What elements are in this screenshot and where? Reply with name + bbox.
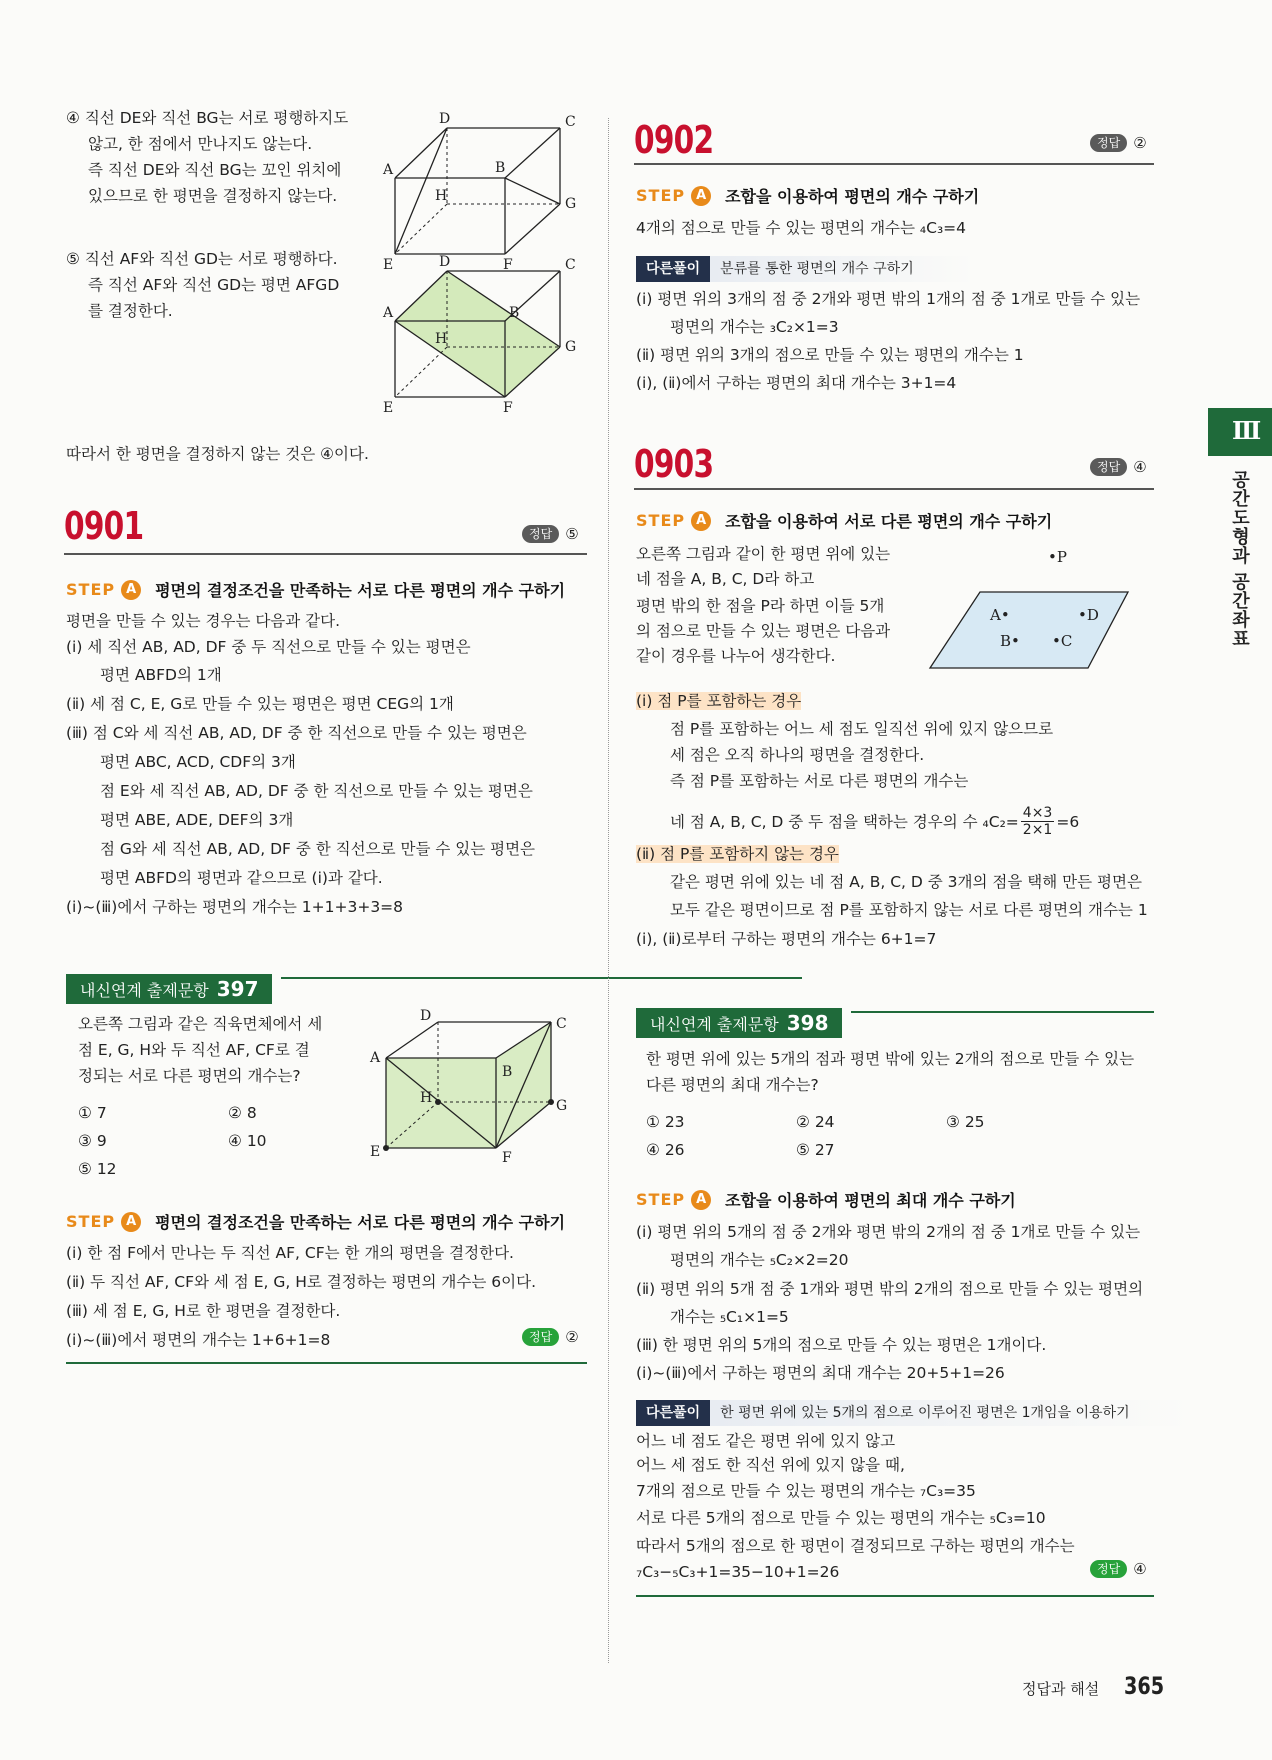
problem-number-0901: 0901 bbox=[64, 504, 144, 548]
section-rule bbox=[634, 163, 1154, 165]
item5-line1: ⑤ 직선 AF와 직선 GD는 서로 평행하다. bbox=[66, 250, 338, 268]
sol-398-line: (ⅰ)~(ⅲ)에서 구하는 평면의 최대 개수는 20+5+1=26 bbox=[636, 1364, 1005, 1382]
label-e: E bbox=[370, 1144, 381, 1160]
label-a: A bbox=[383, 305, 394, 321]
sol-0902-line: 4개의 점으로 만들 수 있는 평면의 개수는 ₄C₃=4 bbox=[636, 219, 967, 237]
label-a: A bbox=[383, 162, 394, 178]
sol-0901-line: 평면 ABFD의 1개 bbox=[100, 666, 222, 684]
case1-line: 점 P를 포함하는 어느 세 점도 일직선 위에 있지 않으므로 bbox=[670, 720, 1054, 738]
label-b: B bbox=[509, 305, 520, 321]
sol-398-line: 평면의 개수는 ₅C₂×2=20 bbox=[670, 1251, 849, 1269]
answer-value: ⑤ bbox=[565, 525, 579, 543]
intro-0903-line: 의 점으로 만들 수 있는 평면은 다음과 bbox=[636, 622, 891, 640]
alt-398-line: 7개의 점으로 만들 수 있는 평면의 개수는 ₇C₃=35 bbox=[636, 1482, 976, 1500]
naesin-end-rule bbox=[636, 1595, 1154, 1597]
sol-398-line: (ⅲ) 한 평면 위의 5개의 점으로 만들 수 있는 평면은 1개이다. bbox=[636, 1336, 1047, 1354]
label-e: E bbox=[383, 257, 394, 273]
label-b: B• bbox=[1000, 632, 1020, 650]
label-h: H bbox=[435, 188, 448, 204]
alt-0902-line: (ⅱ) 평면 위의 3개의 점으로 만들 수 있는 평면의 개수는 1 bbox=[636, 346, 1024, 364]
fraction-denominator: 2×1 bbox=[1022, 822, 1053, 838]
sol-398-line: 개수는 ₅C₁×1=5 bbox=[670, 1308, 789, 1326]
naesin-rule bbox=[851, 1011, 1154, 1013]
footer-label: 정답과 해설 bbox=[1022, 1680, 1100, 1698]
cube-figure-afgd bbox=[375, 255, 575, 415]
alt-398-line: 어느 세 점도 한 직선 위에 있지 않을 때, bbox=[636, 1456, 905, 1474]
label-e: E bbox=[383, 400, 394, 416]
label-d: D bbox=[439, 254, 451, 270]
sol-397-line: (ⅰ)~(ⅲ)에서 평면의 개수는 1+6+1=8 bbox=[66, 1331, 331, 1349]
sol-0901-line: 평면을 만들 수 있는 경우는 다음과 같다. bbox=[66, 612, 341, 630]
label-a: A• bbox=[990, 606, 1010, 624]
chapter-number: Ⅲ bbox=[1232, 416, 1262, 445]
sol-397-line: (ⅲ) 세 점 E, G, H로 한 평면을 결정한다. bbox=[66, 1302, 341, 1320]
section-rule bbox=[634, 488, 1154, 490]
column-divider bbox=[608, 118, 609, 1663]
label-c: •C bbox=[1052, 632, 1073, 650]
choice-5[interactable]: ⑤ 12 bbox=[78, 1160, 117, 1178]
answer-0903: 정답 ④ bbox=[1090, 458, 1147, 476]
label-b: B bbox=[502, 1064, 513, 1080]
sol-0901-line: 평면 ABE, ADE, DEF의 3개 bbox=[100, 811, 294, 829]
label-f: F bbox=[503, 400, 513, 416]
sol-0901-line: (ⅰ) 세 직선 AB, AD, DF 중 두 직선으로 만들 수 있는 평면은 bbox=[66, 638, 471, 656]
sol-397-line: (ⅰ) 한 점 F에서 만나는 두 직선 AF, CF는 한 개의 평면을 결정한다. bbox=[66, 1244, 514, 1262]
label-h: H bbox=[420, 1090, 433, 1106]
naesin-rule bbox=[281, 977, 802, 979]
fraction-numerator: 4×3 bbox=[1022, 805, 1053, 821]
sol-0901-line: (ⅱ) 세 점 C, E, G로 만들 수 있는 평면은 평면 CEG의 1개 bbox=[66, 695, 454, 713]
answer-badge: 정답 bbox=[522, 525, 559, 543]
sol-0901-line: (ⅰ)~(ⅲ)에서 구하는 평면의 개수는 1+1+3+3=8 bbox=[66, 898, 404, 916]
alt-398-line: 어느 네 점도 같은 평면 위에 있지 않고 bbox=[636, 1432, 896, 1450]
step-a-0903: STEP A 조합을 이용하여 서로 다른 평면의 개수 구하기 bbox=[636, 511, 1053, 531]
alt-0902-line: (ⅰ) 평면 위의 3개의 점 중 2개와 평면 밖의 1개의 점 중 1개로 만들 수 있는 bbox=[636, 290, 1141, 308]
intro-0903-line: 네 점을 A, B, C, D라 하고 bbox=[636, 570, 815, 588]
alt-398-line: 따라서 5개의 점으로 한 평면이 결정되므로 구하는 평면의 개수는 bbox=[636, 1537, 1075, 1555]
q397-line: 정되는 서로 다른 평면의 개수는? bbox=[78, 1067, 301, 1085]
label-c: C bbox=[556, 1016, 567, 1032]
answer-0902: 정답 ② bbox=[1090, 134, 1147, 152]
sol-0901-line: 점 E와 세 직선 AB, AD, DF 중 한 직선으로 만들 수 있는 평면은 bbox=[100, 782, 533, 800]
alt-0902-line: (ⅰ), (ⅱ)에서 구하는 평면의 최대 개수는 3+1=4 bbox=[636, 374, 957, 392]
label-h: H bbox=[435, 331, 448, 347]
item4-line2: 않고, 한 점에서 만나지도 않는다. bbox=[88, 135, 313, 153]
label-f: F bbox=[502, 1150, 512, 1166]
naesin-header-397: 내신연계 출제문항 397 bbox=[66, 974, 272, 1004]
choice-3[interactable]: ③ 9 bbox=[78, 1132, 107, 1150]
case2-line: 같은 평면 위에 있는 네 점 A, B, C, D 중 3개의 점을 택해 만든 평면은 bbox=[670, 873, 1142, 891]
item-conclusion: 따라서 한 평면을 결정하지 않는 것은 ④이다. bbox=[66, 445, 369, 463]
case1-formula: 네 점 A, B, C, D 중 두 점을 택하는 경우의 수 ₄C₂= $\frac{4\times 3}{2\times 1}$ =6 bbox=[670, 805, 1080, 838]
label-d: •D bbox=[1078, 606, 1099, 624]
label-g: G bbox=[565, 339, 577, 355]
answer-398: 정답 ④ bbox=[1090, 1560, 1147, 1578]
label-g: G bbox=[565, 196, 577, 212]
case1-line: 즉 점 P를 포함하는 서로 다른 평면의 개수는 bbox=[670, 772, 969, 790]
sol-0901-line: (ⅲ) 점 C와 세 직선 AB, AD, DF 중 한 직선으로 만들 수 있는 평면은 bbox=[66, 724, 527, 742]
section-rule bbox=[64, 553, 587, 555]
item5-line3: 를 결정한다. bbox=[88, 302, 173, 320]
case2-title: (ⅱ) 점 P를 포함하지 않는 경우 bbox=[636, 845, 839, 863]
sol-398-line: (ⅱ) 평면 위의 5개 점 중 1개와 평면 밖의 2개의 점으로 만들 수 있는 평면의 bbox=[636, 1280, 1144, 1298]
item4-line3: 즉 직선 DE와 직선 BG는 꼬인 위치에 bbox=[88, 161, 342, 179]
label-c: C bbox=[565, 114, 576, 130]
label-f: F bbox=[503, 257, 513, 273]
step-a-0901: STEP A 평면의 결정조건을 만족하는 서로 다른 평면의 개수 구하기 bbox=[66, 580, 566, 600]
plane-figure bbox=[920, 540, 1140, 670]
item4-line1: ④ 직선 DE와 직선 BG는 서로 평행하지도 bbox=[66, 109, 349, 127]
sol-0901-line: 평면 ABC, ACD, CDF의 3개 bbox=[100, 753, 296, 771]
alt-398-line: ₇C₃−₅C₃+1=35−10+1=26 bbox=[636, 1563, 840, 1581]
choice-1[interactable]: ① 7 bbox=[78, 1104, 107, 1122]
sol-0901-line: 점 G와 세 직선 AB, AD, DF 중 한 직선으로 만들 수 있는 평면은 bbox=[100, 840, 536, 858]
naesin-header-398: 내신연계 출제문항 398 bbox=[636, 1008, 842, 1038]
chapter-title: 공간도형과 공간좌표 bbox=[1229, 470, 1250, 649]
label-b: B bbox=[495, 160, 506, 176]
case2-line: 모두 같은 평면이므로 점 P를 포함하지 않는 서로 다른 평면의 개수는 1 bbox=[670, 901, 1148, 919]
label-g: G bbox=[556, 1098, 568, 1114]
label-c: C bbox=[565, 257, 576, 273]
problem-number-0903: 0903 bbox=[634, 442, 714, 486]
answer-0901 bbox=[522, 525, 579, 543]
q397-line: 오른쪽 그림과 같은 직육면체에서 세 bbox=[78, 1015, 323, 1033]
sol-0901-line: 평면 ABFD의 평면과 같으므로 (ⅰ)과 같다. bbox=[100, 869, 383, 887]
item5-line2: 즉 직선 AF와 직선 GD는 평면 AFGD bbox=[88, 276, 340, 294]
choice-4[interactable]: ④ 26 bbox=[646, 1141, 685, 1159]
intro-0903-line: 오른쪽 그림과 같이 한 평면 위에 있는 bbox=[636, 545, 891, 563]
alt-solution-0902: 다른풀이 분류를 통한 평면의 개수 구하기 bbox=[636, 256, 974, 282]
label-p: •P bbox=[1048, 548, 1067, 566]
sol-397-line: (ⅱ) 두 직선 AF, CF와 세 점 E, G, H로 결정하는 평면의 개수는 6이다. bbox=[66, 1273, 537, 1291]
step-a-397: STEP A 평면의 결정조건을 만족하는 서로 다른 평면의 개수 구하기 bbox=[66, 1212, 566, 1232]
choice-4[interactable]: ④ 10 bbox=[228, 1132, 267, 1150]
q398-line: 다른 평면의 최대 개수는? bbox=[646, 1076, 819, 1094]
alt-0902-line: 평면의 개수는 ₃C₂×1=3 bbox=[670, 318, 839, 336]
cube-figure-397 bbox=[366, 1010, 576, 1170]
step-a-398: STEP A 조합을 이용하여 평면의 최대 개수 구하기 bbox=[636, 1190, 1016, 1210]
page-number: 365 bbox=[1124, 1672, 1165, 1700]
case1-title: (ⅰ) 점 P를 포함하는 경우 bbox=[636, 692, 802, 710]
choice-2[interactable]: ② 8 bbox=[228, 1104, 257, 1122]
intro-0903-line: 평면 밖의 한 점을 P라 하면 이들 5개 bbox=[636, 597, 885, 615]
label-d: D bbox=[439, 111, 451, 127]
step-a-0902: STEP A 조합을 이용하여 평면의 개수 구하기 bbox=[636, 186, 980, 206]
choice-2[interactable]: ② 24 bbox=[796, 1113, 835, 1131]
choice-5[interactable]: ⑤ 27 bbox=[796, 1141, 835, 1159]
naesin-end-rule bbox=[66, 1362, 587, 1364]
intro-0903-line: 같이 경우를 나누어 생각한다. bbox=[636, 647, 836, 665]
cube-figure-de-bg bbox=[375, 112, 575, 272]
q398-line: 한 평면 위에 있는 5개의 점과 평면 밖에 있는 2개의 점으로 만들 수 있는 bbox=[646, 1050, 1135, 1068]
alt-solution-398: 다른풀이 한 평면 위에 있는 5개의 점으로 이루어진 평면은 1개임을 이용하기 bbox=[636, 1400, 1190, 1426]
answer-397: 정답 ② bbox=[522, 1328, 579, 1346]
alt-398-line: 서로 다른 5개의 점으로 만들 수 있는 평면의 개수는 ₅C₃=10 bbox=[636, 1509, 1046, 1527]
choice-3[interactable]: ③ 25 bbox=[946, 1113, 985, 1131]
conclusion-0903: (ⅰ), (ⅱ)로부터 구하는 평면의 개수는 6+1=7 bbox=[636, 930, 937, 948]
choice-1[interactable]: ① 23 bbox=[646, 1113, 685, 1131]
label-d: D bbox=[420, 1008, 432, 1024]
chapter-tab[interactable] bbox=[1208, 408, 1272, 456]
sol-398-line: (ⅰ) 평면 위의 5개의 점 중 2개와 평면 밖의 2개의 점 중 1개로 만들 수 있는 bbox=[636, 1223, 1141, 1241]
problem-number-0902: 0902 bbox=[634, 118, 714, 162]
label-a: A bbox=[370, 1050, 381, 1066]
q397-line: 점 E, G, H와 두 직선 AF, CF로 결 bbox=[78, 1041, 310, 1059]
item4-line4: 있으므로 한 평면을 결정하지 않는다. bbox=[88, 187, 338, 205]
case1-line: 세 점은 오직 하나의 평면을 결정한다. bbox=[670, 746, 925, 764]
